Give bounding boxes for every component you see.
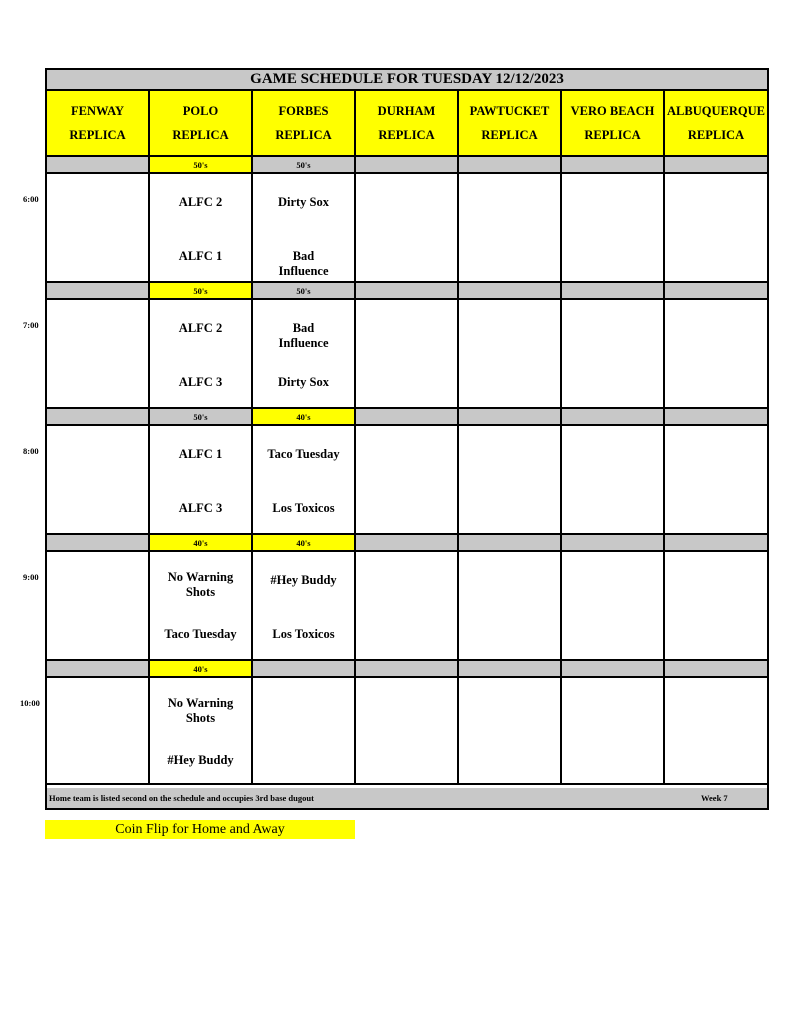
game-slot [150, 426, 253, 535]
game-slot [47, 552, 150, 661]
time-label: 8:00 [23, 446, 39, 456]
division-label [562, 535, 665, 552]
game-slot [150, 678, 253, 785]
division-label: 50's [150, 283, 253, 300]
division-label [356, 157, 459, 174]
division-label [459, 409, 562, 426]
game-slot [47, 174, 150, 283]
division-label [562, 283, 665, 300]
game-slot [47, 426, 150, 535]
division-label [562, 409, 665, 426]
field-name: VERO BEACH [570, 104, 655, 118]
division-label [356, 535, 459, 552]
footer-row [47, 788, 767, 808]
division-label: 50's [150, 409, 253, 426]
game-slot [459, 552, 562, 661]
division-label [665, 661, 767, 678]
time-label: 9:00 [23, 572, 39, 582]
division-label [47, 661, 150, 678]
game-slot [665, 174, 767, 283]
field-type: REPLICA [481, 128, 538, 142]
field-type: REPLICA [378, 128, 435, 142]
field-header-forbes [253, 91, 356, 157]
schedule-table [45, 68, 769, 810]
division-label [253, 661, 356, 678]
field-name: DURHAM [377, 104, 436, 118]
field-header-albuquerque [665, 91, 767, 157]
field-type: REPLICA [687, 128, 745, 142]
division-label [562, 157, 665, 174]
game-slot [356, 552, 459, 661]
division-label [459, 535, 562, 552]
field-header-vero-beach [562, 91, 665, 157]
division-label [459, 661, 562, 678]
game-slot [356, 300, 459, 409]
week-label: Week 7 [701, 793, 728, 803]
game-slot [47, 300, 150, 409]
time-label: 6:00 [23, 194, 39, 204]
division-label [356, 661, 459, 678]
division-label [47, 409, 150, 426]
game-slot [459, 678, 562, 785]
home-team: ALFC 1 [178, 249, 223, 263]
game-slot [356, 174, 459, 283]
division-label: 40's [150, 535, 253, 552]
division-label: 50's [253, 283, 356, 300]
away-team: Bad Influence [278, 321, 329, 350]
away-team: ALFC 1 [178, 447, 223, 461]
home-team: Taco Tuesday [164, 627, 237, 641]
division-label [665, 409, 767, 426]
field-header-durham [356, 91, 459, 157]
field-name: PAWTUCKET [469, 104, 550, 118]
game-slot [356, 678, 459, 785]
division-label [47, 535, 150, 552]
game-slot [459, 426, 562, 535]
field-name: FORBES [278, 104, 329, 118]
division-label: 40's [253, 535, 356, 552]
away-team: Taco Tuesday [267, 447, 340, 461]
game-slot [459, 300, 562, 409]
field-name: FENWAY [70, 104, 125, 118]
away-team: ALFC 2 [178, 321, 223, 335]
division-label: 40's [150, 661, 253, 678]
away-team: #Hey Buddy [270, 573, 337, 587]
field-type: REPLICA [172, 128, 229, 142]
field-header-fenway [47, 91, 150, 157]
game-slot [150, 552, 253, 661]
game-slot [562, 426, 665, 535]
division-label [356, 409, 459, 426]
division-label [665, 157, 767, 174]
home-team: Los Toxicos [272, 501, 335, 515]
home-team: #Hey Buddy [167, 753, 234, 767]
game-slot [253, 174, 356, 283]
away-team: ALFC 2 [178, 195, 223, 209]
game-slot [665, 426, 767, 535]
division-label [665, 283, 767, 300]
time-label: 7:00 [23, 320, 39, 330]
division-label [459, 283, 562, 300]
game-slot [47, 678, 150, 785]
division-label [459, 157, 562, 174]
home-team: Los Toxicos [272, 627, 335, 641]
field-name: POLO [182, 104, 219, 118]
division-label [562, 661, 665, 678]
home-team: ALFC 3 [178, 501, 223, 515]
game-slot [562, 552, 665, 661]
division-label [665, 535, 767, 552]
field-header-pawtucket [459, 91, 562, 157]
game-slot [562, 678, 665, 785]
field-header-polo [150, 91, 253, 157]
game-slot [253, 426, 356, 535]
home-team: Bad Influence [278, 249, 329, 278]
field-type: REPLICA [69, 128, 126, 142]
game-slot [665, 552, 767, 661]
game-slot [356, 426, 459, 535]
away-team: Dirty Sox [277, 195, 330, 209]
coin-flip-note: Coin Flip for Home and Away [45, 820, 355, 839]
division-label: 40's [253, 409, 356, 426]
home-team: Dirty Sox [277, 375, 330, 389]
game-slot [562, 174, 665, 283]
game-slot [665, 678, 767, 785]
game-slot [150, 174, 253, 283]
game-slot [150, 300, 253, 409]
home-team-note: Home team is listed second on the schedule and occupies 3rd base dugout [49, 793, 314, 803]
division-label: 50's [253, 157, 356, 174]
game-slot [253, 300, 356, 409]
field-name: ALBUQUERQUE [667, 104, 765, 118]
game-slot [253, 552, 356, 661]
game-slot [253, 678, 356, 785]
away-team: No Warning Shots [167, 570, 234, 599]
game-slot [459, 174, 562, 283]
division-label [47, 283, 150, 300]
field-type: REPLICA [584, 128, 641, 142]
division-label [356, 283, 459, 300]
time-label: 10:00 [20, 698, 40, 708]
division-label [47, 157, 150, 174]
schedule-title: GAME SCHEDULE FOR TUESDAY 12/12/2023 [47, 70, 767, 91]
game-slot [562, 300, 665, 409]
division-label: 50's [150, 157, 253, 174]
field-type: REPLICA [275, 128, 332, 142]
away-team: No Warning Shots [167, 696, 234, 725]
home-team: ALFC 3 [178, 375, 223, 389]
game-slot [665, 300, 767, 409]
